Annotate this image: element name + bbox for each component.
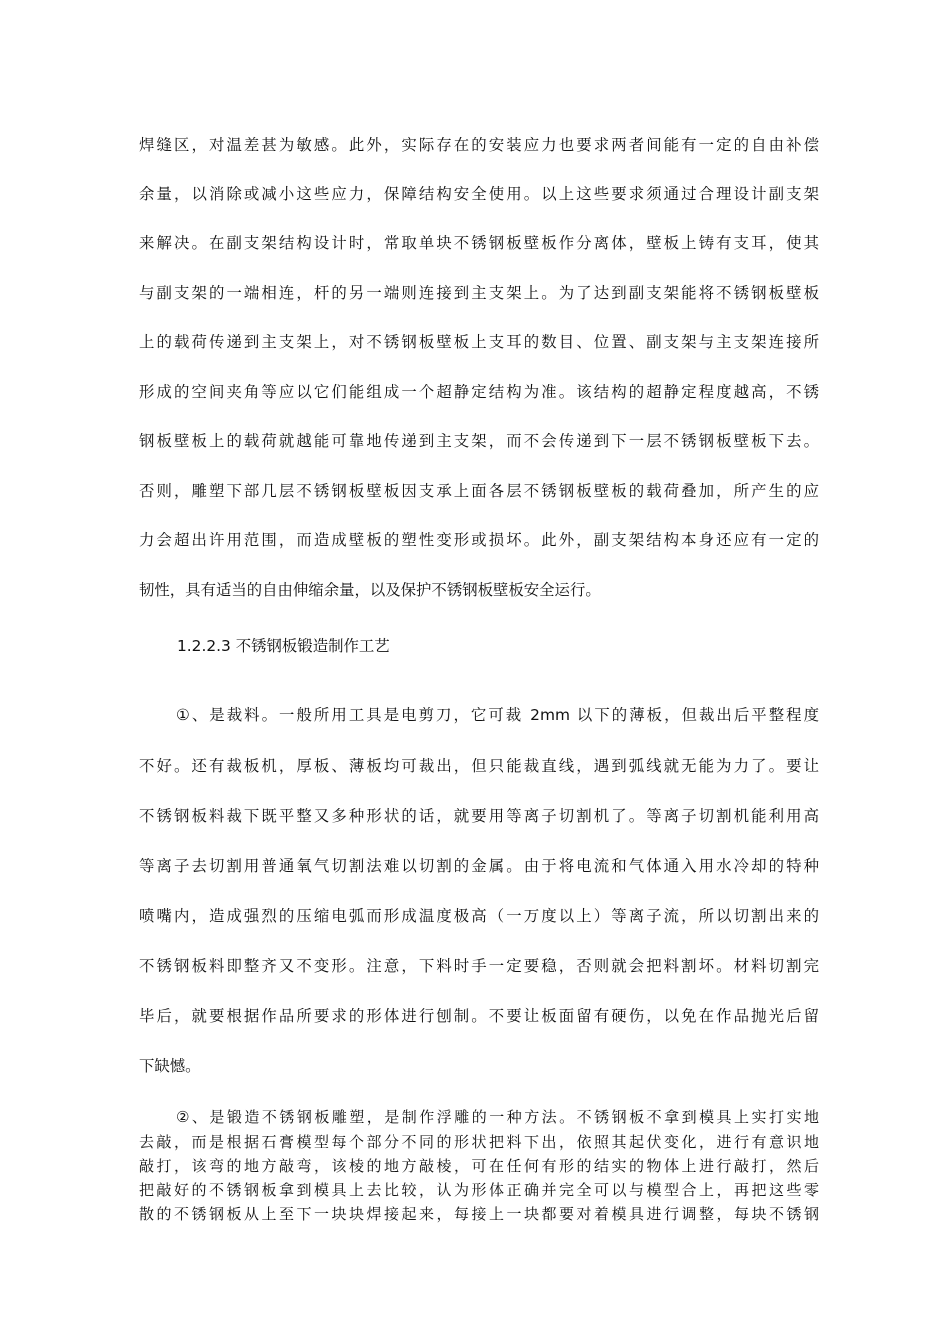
paragraph-line: 来解决。在副支架结构设计时，常取单块不锈钢板壁板作分离体，壁板上铸有支耳，使其	[139, 234, 819, 252]
paragraph-line: 把敲好的不锈钢板拿到模具上去比较，认为形体正确并完全可以与模型合上，再把这些零	[139, 1181, 819, 1199]
paragraph-line: 焊缝区，对温差甚为敏感。此外，实际存在的安装应力也要求两者间能有一定的自由补偿	[139, 136, 819, 154]
paragraph-line: 喷嘴内，造成强烈的压缩电弧而形成温度极高（一万度以上）等离子流，所以切割出来的	[139, 907, 819, 925]
paragraph-line: 不锈钢板料裁下既平整又多种形状的话，就要用等离子切割机了。等离子切割机能利用高	[139, 807, 819, 825]
paragraph-line: 上的载荷传递到主支架上，对不锈钢板壁板上支耳的数目、位置、副支架与主支架连接所	[139, 333, 819, 351]
paragraph-line: ①、是裁料。一般所用工具是电剪刀，它可裁 2mm 以下的薄板，但裁出后平整程度	[176, 706, 819, 724]
paragraph-line: 形成的空间夹角等应以它们能组成一个超静定结构为准。该结构的超静定程度越高，不锈	[139, 383, 819, 401]
paragraph-line: 去敲，而是根据石膏模型每个部分不同的形状把料下出，依照其起伏变化，进行有意识地	[139, 1133, 819, 1151]
paragraph-line: 敲打，该弯的地方敲弯，该棱的地方敲棱，可在任何有形的结实的物体上进行敲打，然后	[139, 1157, 819, 1175]
section-heading: 1.2.2.3 不锈钢板锻造制作工艺	[177, 637, 390, 655]
paragraph-line: 散的不锈钢板从上至下一块块焊接起来，每接上一块都要对着模具进行调整，每块不锈钢	[139, 1205, 819, 1223]
paragraph-line: ②、是锻造不锈钢板雕塑，是制作浮雕的一种方法。不锈钢板不拿到模具上实打实地	[176, 1108, 819, 1126]
paragraph-line: 否则，雕塑下部几层不锈钢板壁板因支承上面各层不锈钢板壁板的载荷叠加，所产生的应	[139, 482, 819, 500]
paragraph-line: 与副支架的一端相连，杆的另一端则连接到主支架上。为了达到副支架能将不锈钢板壁板	[139, 284, 819, 302]
paragraph-line: 等离子去切割用普通氧气切割法难以切割的金属。由于将电流和气体通入用水冷却的特种	[139, 857, 819, 875]
paragraph-line: 不好。还有裁板机，厚板、薄板均可裁出，但只能裁直线，遇到弧线就无能为力了。要让	[139, 757, 819, 775]
paragraph-line: 下缺憾。	[139, 1057, 201, 1075]
paragraph-line: 钢板壁板上的载荷就越能可靠地传递到主支架，而不会传递到下一层不锈钢板壁板下去。	[139, 432, 819, 450]
paragraph-line: 毕后，就要根据作品所要求的形体进行刨制。不要让板面留有硬伤，以免在作品抛光后留	[139, 1007, 819, 1025]
paragraph-line: 余量，以消除或减小这些应力，保障结构安全使用。以上这些要求须通过合理设计副支架	[139, 185, 819, 203]
paragraph-line: 不锈钢板料即整齐又不变形。注意，下料时手一定要稳，否则就会把料割坏。材料切割完	[139, 957, 819, 975]
paragraph-line: 力会超出许用范围，而造成壁板的塑性变形或损坏。此外，副支架结构本身还应有一定的	[139, 531, 819, 549]
paragraph-line: 韧性，具有适当的自由伸缩余量，以及保护不锈钢板壁板安全运行。	[139, 581, 601, 599]
